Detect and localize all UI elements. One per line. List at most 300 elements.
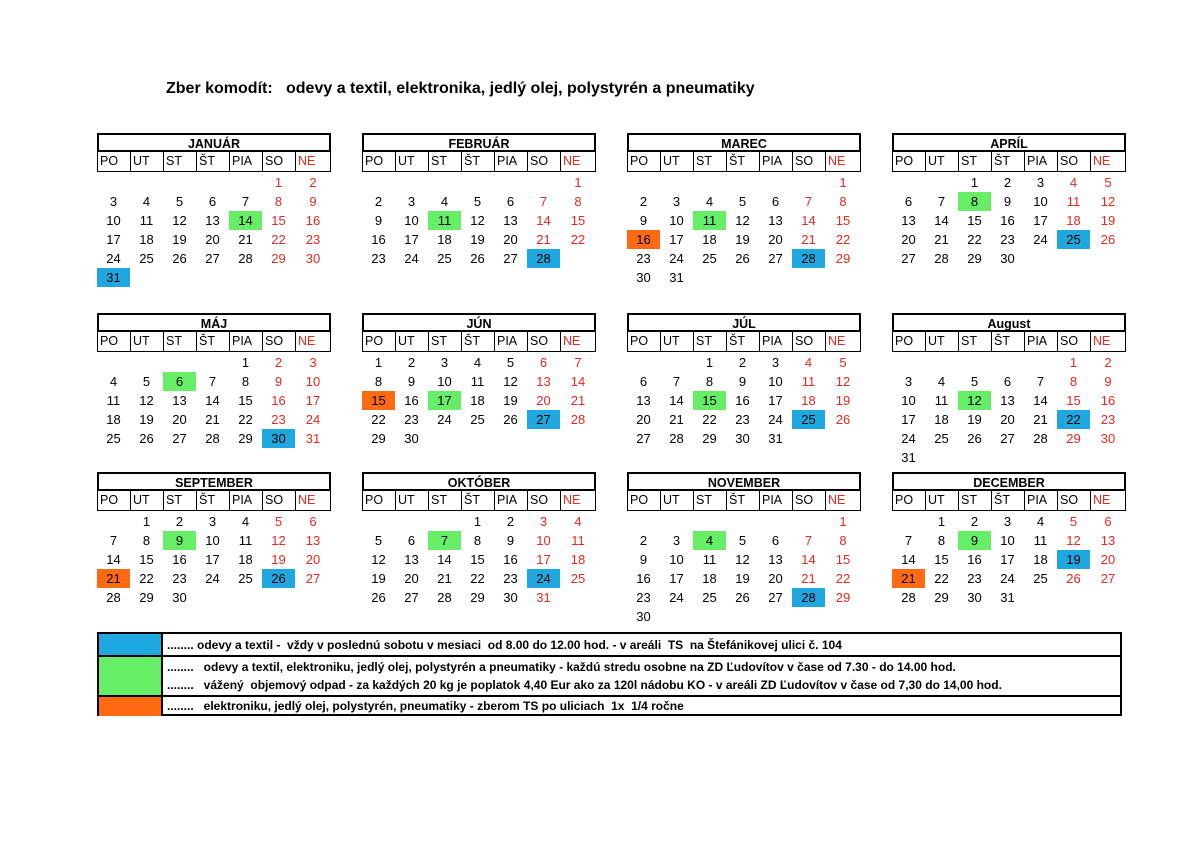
day-cell: 30 xyxy=(967,590,982,605)
weekday-header: UT xyxy=(660,332,693,352)
weekday-header-row xyxy=(362,332,596,351)
day-cell: 14 xyxy=(901,552,916,567)
day-cell: 3 xyxy=(407,194,416,209)
day-cell: 21 xyxy=(669,412,684,427)
day-cell: 15 xyxy=(238,393,253,408)
day-cell: 14 xyxy=(669,393,684,408)
day-cell: 28 xyxy=(792,249,825,268)
green-swatch xyxy=(99,657,163,695)
day-cell: 12 xyxy=(958,391,991,410)
day-cell: 18 xyxy=(570,552,586,567)
day-cell: 2 xyxy=(639,194,648,209)
day-cell: 14 xyxy=(437,552,452,567)
weekday-header: SO xyxy=(262,332,295,352)
day-cell: 25 xyxy=(570,571,586,586)
day-grid xyxy=(892,512,1126,607)
weekday-header: NE xyxy=(295,152,331,172)
day-cell: 8 xyxy=(374,374,383,389)
day-cell: 6 xyxy=(309,514,317,529)
day-cell: 8 xyxy=(839,194,847,209)
legend-row-blue xyxy=(99,634,1120,657)
empty-cell xyxy=(660,353,693,372)
day-cell: 9 xyxy=(958,531,991,550)
day-cell: 22 xyxy=(967,232,982,247)
weekday-header: ŠT xyxy=(726,332,759,352)
day-cell: 31 xyxy=(669,270,684,285)
day-cell: 21 xyxy=(238,232,253,247)
day-cell: 16 xyxy=(271,393,286,408)
day-cell: 13 xyxy=(768,213,783,228)
day-cell: 1 xyxy=(274,175,283,190)
day-cell: 10 xyxy=(669,213,684,228)
day-cell: 14 xyxy=(205,393,220,408)
day-cell: 13 xyxy=(1100,533,1116,548)
day-cell: 3 xyxy=(672,194,681,209)
day-cell: 17 xyxy=(669,232,684,247)
day-cell: 13 xyxy=(172,393,187,408)
day-cell: 23 xyxy=(305,232,321,247)
weekday-header: SO xyxy=(527,152,560,172)
day-cell: 28 xyxy=(792,588,825,607)
day-cell: 27 xyxy=(768,590,783,605)
day-cell: 10 xyxy=(901,393,916,408)
day-cell: 17 xyxy=(404,232,419,247)
day-cell: 20 xyxy=(503,232,518,247)
day-cell: 18 xyxy=(106,412,121,427)
day-cell: 15 xyxy=(934,552,949,567)
day-cell: 2 xyxy=(1003,175,1012,190)
legend-green-text-1: ........ odevy a textil, elektroniku, jedlý olej, polystyrén a pneumatiky - každú stredu osobne na ZD Ľudovítov v čase od 7.30 - do 14.00 hod. xyxy=(167,660,956,674)
day-cell: 12 xyxy=(139,393,154,408)
weekday-header-row xyxy=(97,491,331,510)
day-cell: 3 xyxy=(1036,175,1045,190)
day-cell: 27 xyxy=(527,410,560,429)
day-cell: 25 xyxy=(139,251,154,266)
day-cell: 8 xyxy=(574,194,582,209)
day-cell: 13 xyxy=(901,213,916,228)
day-cell: 5 xyxy=(175,194,184,209)
page-title: Zber komodít: odevy a textil, elektronika, jedlý olej, polystyrén a pneumatiky xyxy=(166,80,755,97)
weekday-header: PIA xyxy=(494,491,527,511)
day-cell: 1 xyxy=(374,355,383,370)
day-cell: 8 xyxy=(274,194,283,209)
weekday-header-row xyxy=(627,332,861,351)
day-cell: 25 xyxy=(1033,571,1048,586)
day-cell: 6 xyxy=(771,194,780,209)
day-cell: 30 xyxy=(262,429,295,448)
weekday-header: ŠT xyxy=(991,491,1024,511)
day-cell: 7 xyxy=(1036,374,1045,389)
day-cell: 23 xyxy=(1100,412,1116,427)
day-cell: 5 xyxy=(738,194,747,209)
day-cell: 8 xyxy=(1069,374,1078,389)
day-cell: 11 xyxy=(693,211,726,230)
day-cell: 18 xyxy=(238,552,253,567)
day-cell: 10 xyxy=(305,374,321,389)
day-cell: 30 xyxy=(1000,251,1015,266)
day-cell: 23 xyxy=(271,412,286,427)
day-cell: 17 xyxy=(669,571,684,586)
day-cell: 16 xyxy=(967,552,982,567)
day-grid xyxy=(627,512,861,626)
day-cell: 15 xyxy=(470,552,485,567)
day-cell: 30 xyxy=(636,270,651,285)
weekday-header: ST xyxy=(163,491,196,511)
weekday-header: ŠT xyxy=(196,332,229,352)
day-cell: 21 xyxy=(934,232,949,247)
day-cell: 6 xyxy=(904,194,913,209)
day-cell: 29 xyxy=(835,251,851,266)
day-cell: 23 xyxy=(404,412,419,427)
day-cell: 23 xyxy=(172,571,187,586)
weekday-header-row xyxy=(362,152,596,171)
empty-cell xyxy=(759,512,792,531)
day-cell: 27 xyxy=(172,431,187,446)
day-cell: 15 xyxy=(835,213,851,228)
day-cell: 15 xyxy=(1066,393,1081,408)
day-cell: 1 xyxy=(705,355,714,370)
day-cell: 9 xyxy=(738,374,747,389)
day-cell: 20 xyxy=(768,232,783,247)
day-cell: 30 xyxy=(735,431,750,446)
day-cell: 26 xyxy=(1066,571,1081,586)
day-cell: 4 xyxy=(693,531,726,550)
day-cell: 3 xyxy=(109,194,118,209)
month-name: SEPTEMBER xyxy=(97,472,331,491)
weekday-header: PO xyxy=(362,491,395,511)
day-cell: 13 xyxy=(205,213,220,228)
day-cell: 11 xyxy=(702,552,717,567)
day-cell: 10 xyxy=(1033,194,1048,209)
empty-cell xyxy=(925,353,958,372)
day-cell: 24 xyxy=(1033,232,1048,247)
empty-cell xyxy=(130,173,163,192)
day-cell: 10 xyxy=(205,533,220,548)
day-cell: 6 xyxy=(771,533,780,548)
day-cell: 25 xyxy=(238,571,253,586)
day-cell: 30 xyxy=(1100,431,1116,446)
day-grid xyxy=(97,512,331,607)
weekday-header-row xyxy=(97,152,331,171)
day-cell: 17 xyxy=(305,393,321,408)
day-cell: 18 xyxy=(139,232,154,247)
day-cell: 5 xyxy=(473,194,482,209)
empty-cell xyxy=(196,173,229,192)
empty-cell xyxy=(163,353,196,372)
weekday-header: UT xyxy=(395,152,428,172)
month-marec xyxy=(627,133,861,287)
weekday-header-row xyxy=(892,332,1126,351)
weekday-header: ŠT xyxy=(461,152,494,172)
day-cell: 8 xyxy=(241,374,250,389)
day-cell: 16 xyxy=(1000,213,1015,228)
day-cell: 7 xyxy=(804,533,813,548)
day-cell: 18 xyxy=(470,393,485,408)
day-cell: 29 xyxy=(271,251,286,266)
day-cell: 20 xyxy=(305,552,321,567)
day-cell: 7 xyxy=(241,194,250,209)
weekday-header: ŠT xyxy=(196,491,229,511)
weekday-header-row xyxy=(892,491,1126,510)
day-cell: 13 xyxy=(404,552,419,567)
empty-cell xyxy=(892,512,925,531)
day-cell: 19 xyxy=(371,571,386,586)
weekday-header: ŠT xyxy=(461,491,494,511)
day-cell: 8 xyxy=(142,533,151,548)
weekday-header: SO xyxy=(792,491,825,511)
empty-cell xyxy=(395,512,428,531)
weekday-header: SO xyxy=(792,152,825,172)
weekday-header: UT xyxy=(660,152,693,172)
weekday-header: NE xyxy=(295,332,331,352)
day-cell: 28 xyxy=(106,590,121,605)
day-cell: 15 xyxy=(139,552,154,567)
day-cell: 12 xyxy=(1066,533,1081,548)
day-cell: 27 xyxy=(636,431,651,446)
day-cell: 19 xyxy=(1057,550,1090,569)
month-name: MAREC xyxy=(627,133,861,152)
empty-cell xyxy=(461,173,494,192)
month-január xyxy=(97,133,331,287)
day-cell: 21 xyxy=(536,232,551,247)
day-cell: 30 xyxy=(636,609,651,624)
month-august xyxy=(892,313,1126,467)
day-cell: 1 xyxy=(473,514,482,529)
day-cell: 23 xyxy=(636,251,651,266)
weekday-header: ŠT xyxy=(726,152,759,172)
day-cell: 28 xyxy=(1033,431,1048,446)
day-cell: 15 xyxy=(362,391,395,410)
weekday-header: NE xyxy=(825,332,861,352)
weekday-header: NE xyxy=(560,332,596,352)
day-cell: 27 xyxy=(503,251,518,266)
day-cell: 7 xyxy=(904,533,913,548)
day-cell: 6 xyxy=(1003,374,1012,389)
legend-row-green xyxy=(99,657,1120,697)
weekday-header: ST xyxy=(428,332,461,352)
weekday-header: ŠT xyxy=(196,152,229,172)
day-cell: 24 xyxy=(437,412,452,427)
weekday-header: SO xyxy=(527,332,560,352)
empty-cell xyxy=(660,512,693,531)
day-cell: 28 xyxy=(437,590,452,605)
day-cell: 20 xyxy=(901,232,916,247)
day-cell: 29 xyxy=(934,590,949,605)
day-cell: 19 xyxy=(835,393,851,408)
empty-cell xyxy=(627,353,660,372)
day-cell: 16 xyxy=(172,552,187,567)
legend-blue-text: ........ odevy a textil - vždy v poslednú sobotu v mesiaci od 8.00 do 12.00 hod. - v areáli TS na Štefánikovej ulici č. 104 xyxy=(167,638,842,652)
day-cell: 22 xyxy=(835,571,851,586)
day-cell: 8 xyxy=(473,533,482,548)
day-cell: 19 xyxy=(470,232,485,247)
day-cell: 3 xyxy=(771,355,780,370)
day-cell: 21 xyxy=(801,232,816,247)
weekday-header: UT xyxy=(660,491,693,511)
day-cell: 28 xyxy=(934,251,949,266)
day-cell: 20 xyxy=(636,412,651,427)
empty-cell xyxy=(362,512,395,531)
day-cell: 12 xyxy=(735,552,750,567)
weekday-header: ST xyxy=(428,491,461,511)
day-cell: 29 xyxy=(371,431,386,446)
day-cell: 14 xyxy=(801,213,816,228)
day-cell: 10 xyxy=(404,213,419,228)
day-cell: 3 xyxy=(904,374,913,389)
day-cell: 9 xyxy=(1104,374,1112,389)
day-cell: 29 xyxy=(702,431,717,446)
weekday-header: UT xyxy=(925,491,958,511)
empty-cell xyxy=(196,353,229,372)
day-cell: 20 xyxy=(536,393,551,408)
weekday-header: UT xyxy=(925,332,958,352)
weekday-header: PIA xyxy=(494,332,527,352)
day-cell: 26 xyxy=(503,412,518,427)
month-december xyxy=(892,472,1126,607)
day-cell: 29 xyxy=(238,431,253,446)
day-cell: 4 xyxy=(1036,514,1045,529)
empty-cell xyxy=(759,173,792,192)
day-cell: 20 xyxy=(1000,412,1015,427)
day-cell: 14 xyxy=(536,213,551,228)
day-cell: 21 xyxy=(1033,412,1048,427)
day-cell: 23 xyxy=(636,590,651,605)
day-cell: 14 xyxy=(570,374,586,389)
day-cell: 11 xyxy=(1066,194,1081,209)
day-cell: 15 xyxy=(271,213,286,228)
empty-cell xyxy=(958,353,991,372)
day-cell: 16 xyxy=(1100,393,1116,408)
day-cell: 25 xyxy=(934,431,949,446)
day-cell: 4 xyxy=(473,355,482,370)
day-cell: 17 xyxy=(106,232,121,247)
day-cell: 23 xyxy=(735,412,750,427)
day-cell: 5 xyxy=(274,514,283,529)
day-cell: 16 xyxy=(404,393,419,408)
day-cell: 12 xyxy=(835,374,851,389)
day-cell: 19 xyxy=(172,232,187,247)
day-cell: 11 xyxy=(428,211,461,230)
day-cell: 7 xyxy=(937,194,946,209)
day-grid xyxy=(362,173,596,268)
day-cell: 26 xyxy=(139,431,154,446)
day-cell: 18 xyxy=(702,232,717,247)
day-cell: 3 xyxy=(539,514,548,529)
day-cell: 1 xyxy=(839,514,847,529)
empty-cell xyxy=(660,173,693,192)
month-name: JÚL xyxy=(627,313,861,332)
day-cell: 8 xyxy=(937,533,946,548)
legend-row-orange xyxy=(99,697,1120,716)
day-cell: 8 xyxy=(705,374,714,389)
day-cell: 31 xyxy=(901,450,916,465)
day-cell: 18 xyxy=(1066,213,1081,228)
day-cell: 28 xyxy=(527,249,560,268)
day-cell: 25 xyxy=(1057,230,1090,249)
month-október xyxy=(362,472,596,607)
day-cell: 3 xyxy=(1003,514,1012,529)
day-cell: 23 xyxy=(503,571,518,586)
weekday-header: NE xyxy=(825,491,861,511)
day-cell: 24 xyxy=(669,251,684,266)
day-cell: 11 xyxy=(801,374,816,389)
empty-cell xyxy=(892,173,925,192)
day-cell: 28 xyxy=(669,431,684,446)
day-cell: 25 xyxy=(470,412,485,427)
day-cell: 7 xyxy=(672,374,681,389)
weekday-header: SO xyxy=(1057,491,1090,511)
day-cell: 29 xyxy=(1066,431,1081,446)
day-cell: 6 xyxy=(539,355,548,370)
month-apríl xyxy=(892,133,1126,268)
day-cell: 2 xyxy=(1104,355,1112,370)
day-cell: 25 xyxy=(792,410,825,429)
day-cell: 27 xyxy=(205,251,220,266)
empty-cell xyxy=(627,173,660,192)
weekday-header: NE xyxy=(1090,332,1126,352)
day-cell: 19 xyxy=(735,571,750,586)
day-cell: 14 xyxy=(801,552,816,567)
day-grid xyxy=(97,353,331,448)
weekday-header: SO xyxy=(1057,152,1090,172)
month-september xyxy=(97,472,331,607)
empty-cell xyxy=(627,512,660,531)
empty-cell xyxy=(229,173,262,192)
day-cell: 13 xyxy=(536,374,551,389)
day-cell: 14 xyxy=(1033,393,1048,408)
day-cell: 4 xyxy=(1069,175,1078,190)
day-cell: 20 xyxy=(205,232,220,247)
day-cell: 5 xyxy=(374,533,383,548)
weekday-header: ŠT xyxy=(991,152,1024,172)
day-cell: 9 xyxy=(163,531,196,550)
day-cell: 19 xyxy=(1100,213,1116,228)
day-cell: 26 xyxy=(835,412,851,427)
weekday-header: UT xyxy=(130,332,163,352)
day-cell: 29 xyxy=(470,590,485,605)
day-cell: 27 xyxy=(1100,571,1116,586)
day-cell: 4 xyxy=(109,374,118,389)
day-cell: 6 xyxy=(506,194,515,209)
weekday-header: SO xyxy=(262,491,295,511)
weekday-header: UT xyxy=(395,491,428,511)
month-name: FEBRUÁR xyxy=(362,133,596,152)
day-cell: 27 xyxy=(901,251,916,266)
day-cell: 22 xyxy=(271,232,286,247)
day-cell: 11 xyxy=(571,533,585,548)
day-cell: 31 xyxy=(97,268,130,287)
day-cell: 26 xyxy=(967,431,982,446)
day-cell: 22 xyxy=(1057,410,1090,429)
empty-cell xyxy=(130,353,163,372)
weekday-header: PIA xyxy=(494,152,527,172)
day-cell: 9 xyxy=(639,552,648,567)
empty-cell xyxy=(97,512,130,531)
day-cell: 31 xyxy=(305,431,321,446)
day-cell: 20 xyxy=(768,571,783,586)
weekday-header: ŠT xyxy=(726,491,759,511)
weekday-header: ST xyxy=(958,152,991,172)
weekday-header-row xyxy=(97,332,331,351)
day-cell: 12 xyxy=(735,213,750,228)
day-cell: 9 xyxy=(309,194,317,209)
day-cell: 12 xyxy=(1100,194,1116,209)
day-cell: 17 xyxy=(1000,552,1015,567)
empty-cell xyxy=(97,173,130,192)
day-grid xyxy=(892,353,1126,467)
day-cell: 12 xyxy=(271,533,286,548)
orange-swatch xyxy=(99,697,163,716)
